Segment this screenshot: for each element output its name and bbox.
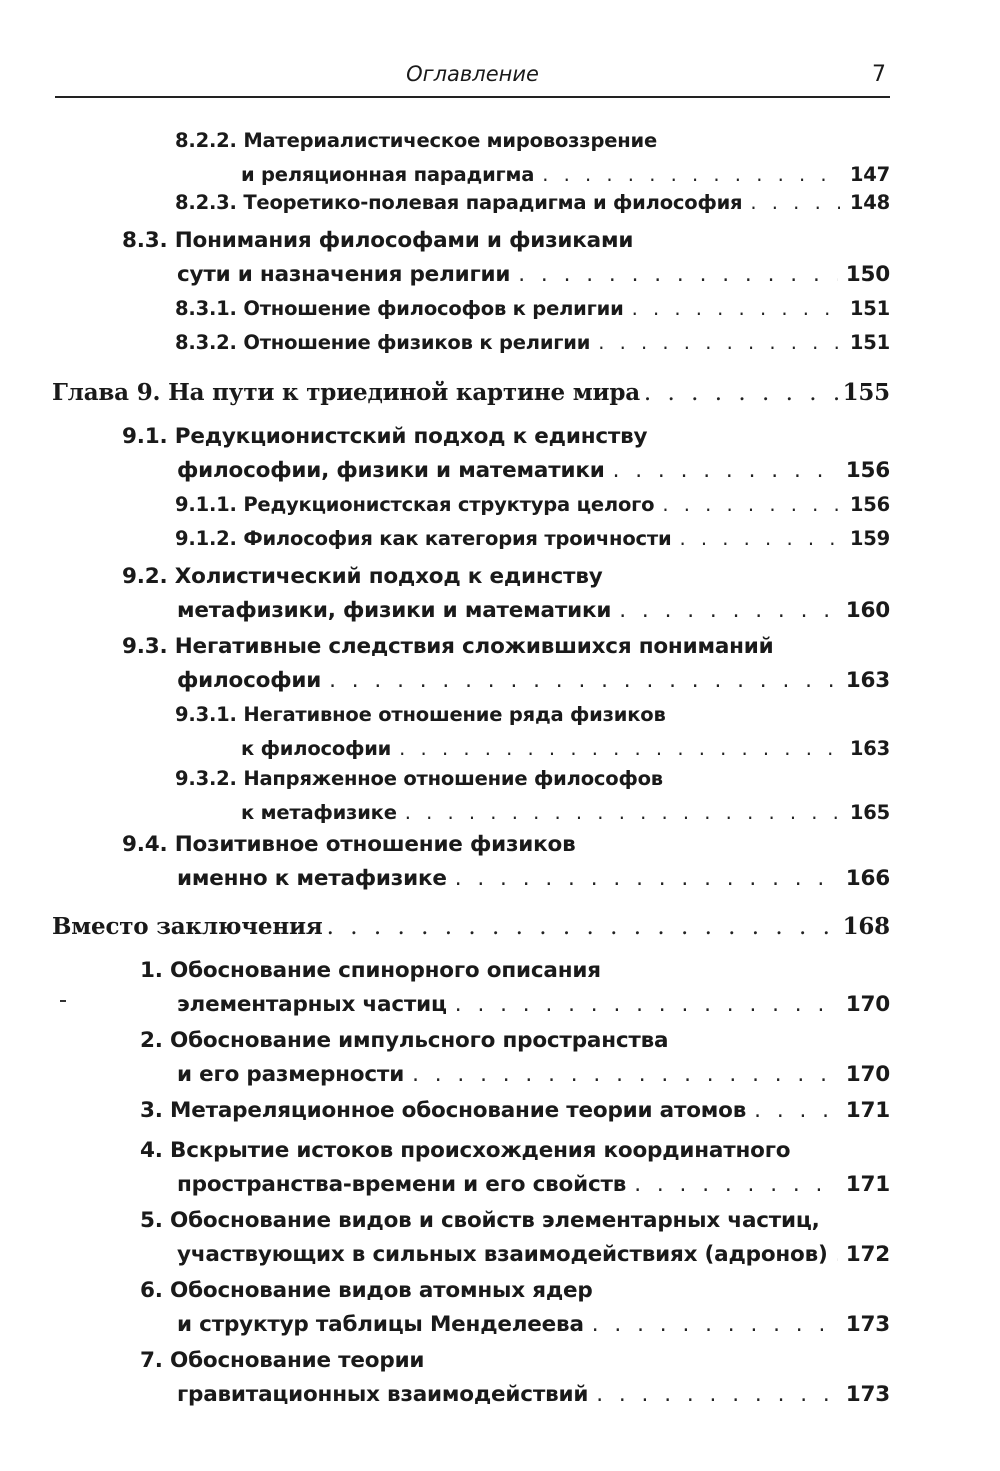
toc-entry-page: 156 bbox=[849, 493, 890, 516]
page-number: 7 bbox=[872, 62, 886, 87]
toc-entry-title: 9.3. Негативные следствия сложившихся пониманий bbox=[122, 634, 774, 659]
toc-entry-number: 4. bbox=[140, 1138, 163, 1163]
toc-entry-title: 9.2. Холистический подход к единству bbox=[122, 564, 603, 589]
toc-entry[interactable] bbox=[175, 488, 890, 522]
toc-entry-page: 173 bbox=[845, 1382, 890, 1407]
running-header bbox=[55, 60, 890, 98]
toc-entry-title: 1. Обоснование спинорного описания bbox=[140, 958, 601, 983]
leader-dots bbox=[455, 988, 838, 1022]
toc-entry-title: 8.3.2. Отношение физиков к религии bbox=[175, 331, 591, 354]
toc-entry-page: 173 bbox=[845, 1312, 890, 1337]
toc-entry-number: 6. bbox=[140, 1278, 163, 1303]
toc-entry[interactable] bbox=[122, 420, 890, 488]
toc-entry-title-cont: сути и назначения религии bbox=[177, 262, 511, 287]
toc-entry-title-cont: философии, физики и математики bbox=[177, 458, 605, 483]
toc-entry-title: 9.3.1. Негативное отношение ряда физиков bbox=[175, 703, 666, 726]
toc-chapter-number: Глава 9. bbox=[52, 379, 161, 406]
toc-chapter[interactable] bbox=[52, 376, 890, 410]
toc-entry-number: 8.3. bbox=[122, 228, 168, 253]
toc-entry-number: 9.2. bbox=[122, 564, 168, 589]
leader-dots bbox=[613, 454, 838, 488]
running-header-title: Оглавление bbox=[406, 62, 539, 86]
toc-entry-number: 8.2.3. bbox=[175, 191, 237, 214]
toc-entry-page: 148 bbox=[849, 191, 890, 214]
toc-entry-number: 8.2.2. bbox=[175, 129, 237, 152]
toc-entry-page: 151 bbox=[849, 331, 890, 354]
toc-entry[interactable] bbox=[122, 560, 890, 628]
toc-entry[interactable] bbox=[140, 1094, 890, 1128]
leader-dots bbox=[405, 796, 840, 830]
toc-entry-page: 156 bbox=[845, 458, 890, 483]
toc-entry[interactable] bbox=[175, 292, 890, 326]
toc-entry-page: 151 bbox=[849, 297, 890, 320]
print-speck bbox=[60, 1000, 66, 1002]
toc-entry[interactable] bbox=[122, 224, 890, 292]
toc-entry-title: 8.2.3. Теоретико-полевая парадигма и философия bbox=[175, 191, 743, 214]
leader-dots bbox=[754, 1094, 838, 1128]
leader-dots bbox=[634, 1168, 838, 1202]
leader-dots bbox=[412, 1058, 838, 1092]
toc-chapter-title: Вместо заключения bbox=[52, 913, 323, 940]
toc-entry-number: 7. bbox=[140, 1348, 163, 1373]
toc-entry-page: 159 bbox=[849, 527, 890, 550]
leader-dots bbox=[662, 488, 840, 522]
toc-entry[interactable] bbox=[175, 522, 890, 556]
toc-entry[interactable] bbox=[140, 1134, 890, 1202]
toc-entry[interactable] bbox=[175, 124, 890, 192]
toc-chapter[interactable] bbox=[52, 910, 890, 944]
toc-entry-number: 9.1. bbox=[122, 424, 168, 449]
toc-entry-title-cont: гравитационных взаимодействий bbox=[177, 1382, 589, 1407]
toc-entry-title: 8.2.2. Материалистическое мировоззрение bbox=[175, 129, 657, 152]
toc-entry[interactable] bbox=[122, 828, 890, 896]
toc-entry-title: 8.3. Понимания философами и физиками bbox=[122, 228, 634, 253]
leader-dots bbox=[399, 732, 840, 766]
toc-entry-title: 2. Обоснование импульсного пространства bbox=[140, 1028, 669, 1053]
toc-entry-page: 150 bbox=[845, 262, 890, 287]
toc-entry-number: 9.3.2. bbox=[175, 767, 237, 790]
toc-entry-title: 3. Метареляционное обоснование теории атомов bbox=[140, 1098, 747, 1123]
toc-entry-title-cont: и реляционная парадигма bbox=[241, 163, 535, 186]
toc-entry[interactable] bbox=[175, 186, 890, 220]
leader-dots bbox=[327, 910, 839, 944]
toc-entry[interactable] bbox=[140, 954, 890, 1022]
toc-chapter-title: Глава 9. На пути к триединой картине мира bbox=[52, 379, 640, 406]
toc-entry-title-cont: именно к метафизике bbox=[177, 866, 447, 891]
toc-entry-page: 163 bbox=[845, 668, 890, 693]
toc-entry[interactable] bbox=[140, 1024, 890, 1092]
toc-entry-page: 170 bbox=[845, 1062, 890, 1087]
toc-entry-title-cont: к метафизике bbox=[241, 801, 397, 824]
toc-entry-title: 8.3.1. Отношение философов к религии bbox=[175, 297, 624, 320]
toc-entry-title-cont: элементарных частиц bbox=[177, 992, 447, 1017]
toc-chapter-page: 168 bbox=[842, 913, 890, 940]
toc-entry-page: 166 bbox=[845, 866, 890, 891]
toc-entry-title-cont: пространства-времени и его свойств bbox=[177, 1172, 627, 1197]
toc-entry-title: 9.3.2. Напряженное отношение философов bbox=[175, 767, 663, 790]
leader-dots bbox=[329, 664, 838, 698]
toc-entry-number: 5. bbox=[140, 1208, 163, 1233]
toc-entry-number: 9.1.1. bbox=[175, 493, 237, 516]
toc-entry[interactable] bbox=[140, 1204, 890, 1272]
leader-dots bbox=[592, 1308, 838, 1342]
leader-dots bbox=[679, 522, 840, 556]
toc-entry-title-cont: философии bbox=[177, 668, 322, 693]
toc-chapter-page: 155 bbox=[842, 379, 890, 406]
leader-dots bbox=[598, 326, 840, 360]
toc-entry-title-cont: к философии bbox=[241, 737, 392, 760]
toc-entry-number: 9.4. bbox=[122, 832, 168, 857]
toc-entry-title: 9.1.2. Философия как категория троичности bbox=[175, 527, 672, 550]
leader-dots bbox=[632, 292, 840, 326]
toc-entry-number: 9.3. bbox=[122, 634, 168, 659]
toc-entry-title: 9.1. Редукционистский подход к единству bbox=[122, 424, 648, 449]
leader-dots bbox=[644, 376, 839, 410]
toc-entry-number: 3. bbox=[140, 1098, 163, 1123]
toc-entry-number: 1. bbox=[140, 958, 163, 983]
toc-entry-page: 147 bbox=[849, 163, 890, 186]
toc-entry-title-cont: и структур таблицы Менделеева bbox=[177, 1312, 584, 1337]
leader-dots bbox=[518, 258, 837, 292]
toc-entry[interactable] bbox=[140, 1344, 890, 1412]
toc-entry-title-cont: и его размерности bbox=[177, 1062, 405, 1087]
toc-entry-title: 9.1.1. Редукционистская структура целого bbox=[175, 493, 655, 516]
toc-entry-page: 160 bbox=[845, 598, 890, 623]
toc-entry-page: 171 bbox=[845, 1098, 890, 1123]
leader-dots bbox=[750, 186, 840, 220]
toc-entry-page: 172 bbox=[845, 1242, 890, 1267]
leader-dots bbox=[836, 1238, 838, 1272]
toc-entry-page: 163 bbox=[849, 737, 890, 760]
toc-entry[interactable] bbox=[140, 1274, 890, 1342]
leader-dots bbox=[596, 1378, 838, 1412]
toc-entry[interactable] bbox=[175, 762, 890, 830]
toc-entry-number: 8.3.1. bbox=[175, 297, 237, 320]
toc-entry-title-cont: участвующих в сильных взаимодействиях (адронов) bbox=[177, 1242, 828, 1267]
toc-entry-title-cont: метафизики, физики и математики bbox=[177, 598, 612, 623]
toc-entry-title: 5. Обоснование видов и свойств элементарных частиц, bbox=[140, 1208, 820, 1233]
toc-entry-number: 8.3.2. bbox=[175, 331, 237, 354]
toc-entry[interactable] bbox=[122, 630, 890, 698]
toc-entry-title: 4. Вскрытие истоков происхождения координатного bbox=[140, 1138, 791, 1163]
toc-entry-page: 170 bbox=[845, 992, 890, 1017]
toc-entry-title: 7. Обоснование теории bbox=[140, 1348, 425, 1373]
toc-entry-number: 9.1.2. bbox=[175, 527, 237, 550]
toc-entry-number: 9.3.1. bbox=[175, 703, 237, 726]
leader-dots bbox=[619, 594, 837, 628]
toc-entry-page: 165 bbox=[849, 801, 890, 824]
toc-entry-title: 9.4. Позитивное отношение физиков bbox=[122, 832, 576, 857]
leader-dots bbox=[455, 862, 838, 896]
toc-entry[interactable] bbox=[175, 698, 890, 766]
toc-entry-number: 2. bbox=[140, 1028, 163, 1053]
toc-entry-title: 6. Обоснование видов атомных ядер bbox=[140, 1278, 593, 1303]
toc-entry-page: 171 bbox=[845, 1172, 890, 1197]
toc-entry[interactable] bbox=[175, 326, 890, 360]
